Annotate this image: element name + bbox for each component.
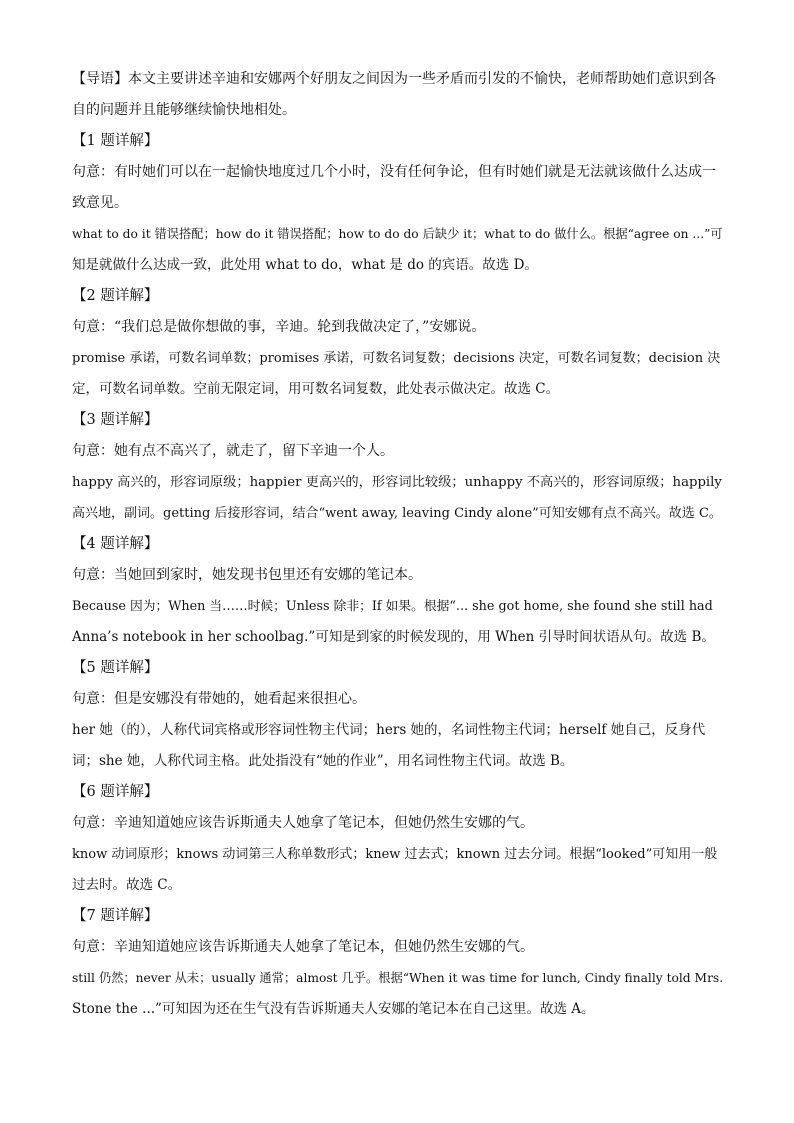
- section-heading: 【3 题详解】: [72, 412, 159, 428]
- explanation-line: know 动词原形；knows 动词第三人称单数形式；knew 过去式；known 过去分词。根据“looked”可知用一般: [72, 847, 718, 862]
- sentence-meaning: 句意：辛迪知道她应该告诉斯通夫人她拿了笔记本，但她仍然生安娜的气。: [72, 939, 534, 955]
- intro-paragraph: [72, 64, 724, 126]
- section-q3: [72, 405, 724, 529]
- sentence-meaning-cont: 致意见。: [72, 195, 128, 211]
- explanation-line: Anna’s notebook in her schoolbag.”可知是到家的时候发现的，用 When 引导时间状语从句。故选 B。: [72, 629, 715, 645]
- section-q6: [72, 777, 724, 901]
- section-heading: 【5 题详解】: [72, 660, 159, 676]
- explanation-line: Because 因为；When 当……时候；Unless 除非；If 如果。根据“... she got home, she found she still had: [72, 599, 713, 614]
- explanation-line: Stone the ...”可知因为还在生气没有告诉斯通夫人安娜的笔记本在自己这里。故选 A。: [72, 1001, 595, 1017]
- explanation-line: what to do it 错误搭配；how do it 错误搭配；how to do do 后缺少 it；what to do 做什么。根据“agree on ...”可: [72, 227, 723, 241]
- document-page: [72, 64, 724, 1025]
- explanation-line: 过去时。故选 C。: [72, 877, 182, 893]
- explanation-line: promise 承诺，可数名词单数；promises 承诺，可数名词复数；decisions 决定，可数名词复数；decision 决: [72, 351, 721, 366]
- explanation-line: 高兴地，副词。getting 后接形容词，结合“went away, leaving Cindy alone”可知安娜有点不高兴。故选 C。: [72, 506, 722, 521]
- explanation-line: still 仍然；never 从未；usually 通常；almost 几乎。根据“When it was time for lunch, Cindy finally told Mrs.: [72, 971, 724, 985]
- section-q7: [72, 901, 724, 1025]
- sentence-meaning: 句意：她有点不高兴了，就走了，留下辛迪一个人。: [72, 443, 394, 459]
- section-q1: [72, 126, 724, 281]
- section-heading: 【7 题详解】: [72, 908, 159, 924]
- sentence-meaning: 句意：但是安娜没有带她的，她看起来很担心。: [72, 691, 366, 707]
- explanation-line: 词；she 她，人称代词主格。此处指没有“她的作业”，用名词性物主代词。故选 B。: [72, 753, 574, 769]
- sentence-meaning: 句意：辛迪知道她应该告诉斯通夫人她拿了笔记本，但她仍然生安娜的气。: [72, 815, 534, 831]
- section-heading: 【4 题详解】: [72, 536, 159, 552]
- explanation-line: 定，可数名词单数。空前无限定词，用可数名词复数，此处表示做决定。故选 C。: [72, 381, 560, 397]
- explanation-line: her 她（的），人称代词宾格或形容词性物主代词；hers 她的，名词性物主代词；herself 她自己，反身代: [72, 722, 706, 738]
- explanation-line: happy 高兴的，形容词原级；happier 更高兴的，形容词比较级；unhappy 不高兴的，形容词原级；happily: [72, 475, 722, 490]
- section-q4: [72, 529, 724, 653]
- section-heading: 【2 题详解】: [72, 288, 159, 304]
- section-q5: [72, 653, 724, 777]
- section-heading: 【1 题详解】: [72, 133, 159, 149]
- section-q2: [72, 281, 724, 405]
- explanation-line: 知是就做什么达成一致，此处用 what to do，what 是 do 的宾语。故选 D。: [72, 257, 538, 273]
- intro-line: 【导语】本文主要讲述辛迪和安娜两个好朋友之间因为一些矛盾而引发的不愉快，老师帮助她们意识到各: [72, 71, 716, 87]
- intro-line: 自的问题并且能够继续愉快地相处。: [72, 102, 296, 118]
- sentence-meaning: 句意：当她回到家时，她发现书包里还有安娜的笔记本。: [72, 567, 422, 583]
- sentence-meaning: 句意：“我们总是做你想做的事，辛迪。轮到我做决定了，”安娜说。: [72, 319, 486, 335]
- section-heading: 【6 题详解】: [72, 784, 159, 800]
- sentence-meaning: 句意：有时她们可以在一起愉快地度过几个小时，没有任何争论，但有时她们就是无法就该做什么达成一: [72, 164, 716, 180]
